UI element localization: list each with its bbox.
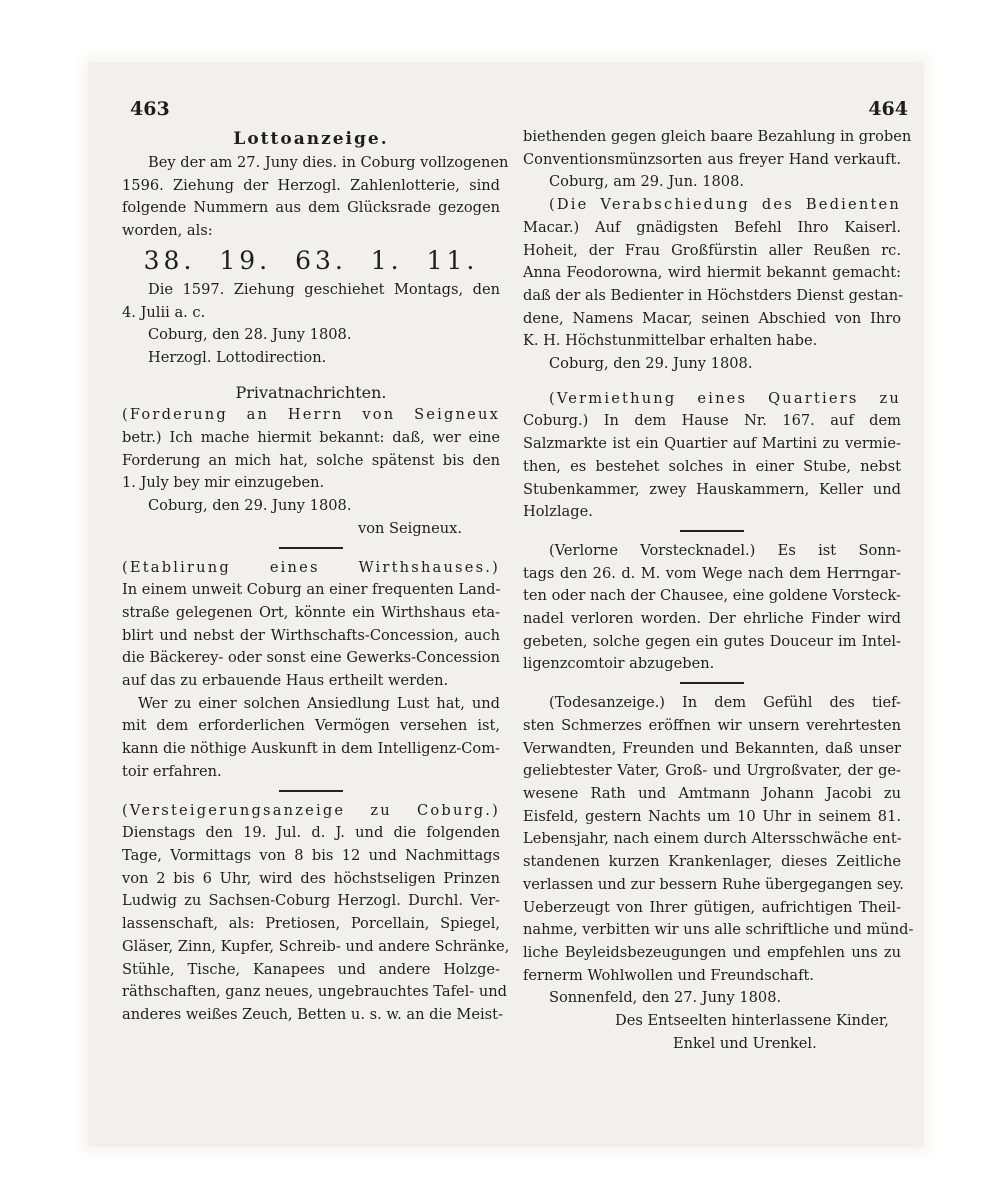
forderung-line: (Forderung an Herrn von Seigneux [122, 406, 500, 424]
lotto-line: folgende Nummern aus dem Glücksrade gezogen [122, 199, 500, 217]
todesanzeige-line: (Todesanzeige.) In dem Gefühl des tief- [549, 694, 901, 712]
wirthshaus-line: toir erfahren. [122, 762, 222, 780]
todesanzeige-line: liche Beyleidsbezeugungen und empfehlen uns zu [523, 943, 901, 961]
versteigerung-line: lassenschaft, als: Pretiosen, Porcellain, Spiegel, [122, 915, 500, 933]
forderung-line: Forderung an mich hat, solche spätenst bis den [122, 451, 500, 469]
lotto-after-line: Die 1597. Ziehung geschiehet Montags, den [148, 280, 500, 298]
todesanzeige-line: nahme, verbitten wir uns alle schriftliche und münd- [523, 921, 914, 939]
lotto-line: worden, als: [122, 222, 213, 240]
todesanzeige-line: Eisfeld, gestern Nachts um 10 Uhr in seinem 81. [523, 807, 901, 825]
todesanzeige-signature: Des Entseelten hinterlassene Kinder, [615, 1012, 889, 1030]
todesanzeige-line: fernerm Wohlwollen und Freundschaft. [523, 966, 814, 984]
lotto-line: 1596. Ziehung der Herzogl. Zahlenlotterie, sind [122, 176, 500, 194]
lotto-heading: Lottoanzeige. [233, 129, 389, 149]
vermiethung-line: (Vermiethung eines Quartiers zu [549, 389, 901, 407]
versteigerung-line: Gläser, Zinn, Kupfer, Schreib- und andere Schränke, [122, 937, 510, 955]
forderung-signature: von Seigneux. [357, 519, 462, 537]
lotto-after-line: 4. Julii a. c. [122, 303, 206, 321]
vorstecknadel-line: (Verlorne Vorstecknadel.) Es ist Sonn- [549, 541, 901, 559]
wirthshaus-line: blirt und nebst der Wirthschafts-Concession, auch [122, 626, 500, 644]
vermiethung-line: then, es bestehet solches in einer Stube, nebst [523, 457, 901, 475]
versteigerung-line: räthschaften, ganz neues, ungebrauchtes Tafel- und [122, 983, 508, 1001]
todesanzeige-line: verlassen und zur bessern Ruhe übergegangen sey. [523, 875, 904, 893]
versteigerung-line: (Versteigerungsanzeige zu Coburg.) [122, 801, 500, 819]
versteigerung-line: Tage, Vormittags von 8 bis 12 und Nachmittags [122, 846, 500, 864]
lotto-numbers: 38. 19. 63. 1. 11. [143, 245, 479, 275]
lotto-signature: Herzogl. Lottodirection. [148, 348, 327, 366]
wirthshaus-line: (Etablirung eines Wirthshauses.) [122, 558, 500, 576]
continuation-date: Coburg, am 29. Jun. 1808. [549, 173, 745, 191]
wirthshaus-line: In einem unweit Coburg an einer frequenten Land- [122, 581, 501, 599]
wirthshaus-line: mit dem erforderlichen Vermögen versehen ist, [122, 717, 500, 735]
forderung-place-date: Coburg, den 29. Juny 1808. [148, 497, 352, 515]
continuation-line: Conventionsmünzsorten aus freyer Hand verkauft. [523, 150, 901, 168]
todesanzeige-line: geliebtester Vater, Groß- und Urgroßvater, der ge- [523, 762, 901, 780]
vermiethung-line: Coburg.) In dem Hause Nr. 167. auf dem [523, 412, 901, 430]
verabschiedung-place-date: Coburg, den 29. Juny 1808. [549, 355, 753, 373]
vermiethung-line: Stubenkammer, zwey Hauskammern, Keller und [523, 480, 901, 498]
continuation-line: biethenden gegen gleich baare Bezahlung in groben [523, 128, 912, 145]
vorstecknadel-line: tags den 26. d. M. vom Wege nach dem Herrngar- [523, 564, 901, 582]
section-divider [680, 530, 744, 532]
verabschiedung-line: Anna Feodorowna, wird hiermit bekannt gemacht: [523, 264, 901, 282]
versteigerung-line: Dienstags den 19. Jul. d. J. und die folgenden [122, 824, 500, 842]
section-divider [680, 682, 744, 684]
vorstecknadel-line: gebeten, solche gegen ein gutes Douceur im Intel- [523, 632, 901, 650]
verabschiedung-line: Hoheit, der Frau Großfürstin aller Reußen rc. [523, 241, 901, 259]
versteigerung-line: anderes weißes Zeuch, Betten u. s. w. an die Meist- [122, 1005, 503, 1023]
wirthshaus-line: die Bäckerey- oder sonst eine Gewerks-Concession [122, 649, 500, 667]
vermiethung-line: Holzlage. [523, 503, 593, 521]
verabschiedung-line: Macar.) Auf gnädigsten Befehl Ihro Kaiserl. [523, 218, 901, 236]
section-divider [279, 547, 343, 549]
versteigerung-line: Stühle, Tische, Kanapees und andere Holzge- [122, 960, 500, 978]
section-divider [279, 790, 343, 792]
page-number-left: 463 [130, 98, 170, 120]
vorstecknadel-line: ten oder nach der Chausee, eine goldene Vorsteck- [523, 587, 901, 605]
page-number-right: 464 [868, 98, 908, 120]
right-column [523, 126, 914, 1055]
versteigerung-line: Ludwig zu Sachsen-Coburg Herzogl. Durchl. Ver- [122, 892, 500, 910]
verabschiedung-line: daß der als Bedienter in Höchstders Dienst gestan- [523, 286, 904, 304]
todesanzeige-line: Verwandten, Freunden und Bekannten, daß unser [523, 739, 901, 757]
todesanzeige-line: Ueberzeugt von Ihrer gütigen, aufrichtigen Theil- [523, 898, 901, 916]
todesanzeige-signature: Enkel und Urenkel. [673, 1034, 817, 1052]
verabschiedung-line: dene, Namens Macar, seinen Abschied von Ihro [523, 309, 901, 327]
wirthshaus-line: kann die nöthige Auskunft in dem Intelligenz-Com- [122, 740, 500, 758]
verabschiedung-line: (Die Verabschiedung des Bedienten [549, 196, 901, 214]
vorstecknadel-line: ligenzcomtoir abzugeben. [523, 655, 715, 673]
verabschiedung-line: K. H. Höchstunmittelbar erhalten habe. [523, 332, 818, 350]
private-heading: Privatnachrichten. [235, 382, 387, 402]
todesanzeige-line: sten Schmerzes eröffnen wir unsern verehrtesten [523, 716, 901, 734]
todesanzeige-line: wesene Rath und Amtmann Johann Jacobi zu [523, 784, 901, 802]
forderung-line: 1. July bey mir einzugeben. [122, 474, 325, 492]
wirthshaus-line: auf das zu erbauende Haus ertheilt werden. [122, 672, 449, 690]
wirthshaus-line: Wer zu einer solchen Ansiedlung Lust hat, und [138, 694, 500, 712]
vorstecknadel-line: nadel verloren worden. Der ehrliche Finder wird [523, 610, 901, 628]
todesanzeige-place-date: Sonnenfeld, den 27. Juny 1808. [549, 989, 782, 1007]
left-column [122, 126, 510, 1027]
versteigerung-line: von 2 bis 6 Uhr, wird des höchstseligen Prinzen [122, 869, 500, 887]
vermiethung-line: Salzmarkte ist ein Quartier auf Martini zu vermie- [523, 435, 901, 453]
forderung-line: betr.) Ich mache hiermit bekannt: daß, wer eine [122, 429, 500, 447]
todesanzeige-line: standenen kurzen Krankenlager, dieses Zeitliche [523, 853, 901, 871]
wirthshaus-line: straße gelegenen Ort, könnte ein Wirthshaus eta- [122, 603, 500, 621]
lotto-place-date: Coburg, den 28. Juny 1808. [148, 326, 352, 344]
lotto-line: Bey der am 27. Juny dies. in Coburg vollzogenen [148, 154, 509, 171]
todesanzeige-line: Lebensjahr, nach einem durch Altersschwäche ent- [523, 830, 902, 848]
